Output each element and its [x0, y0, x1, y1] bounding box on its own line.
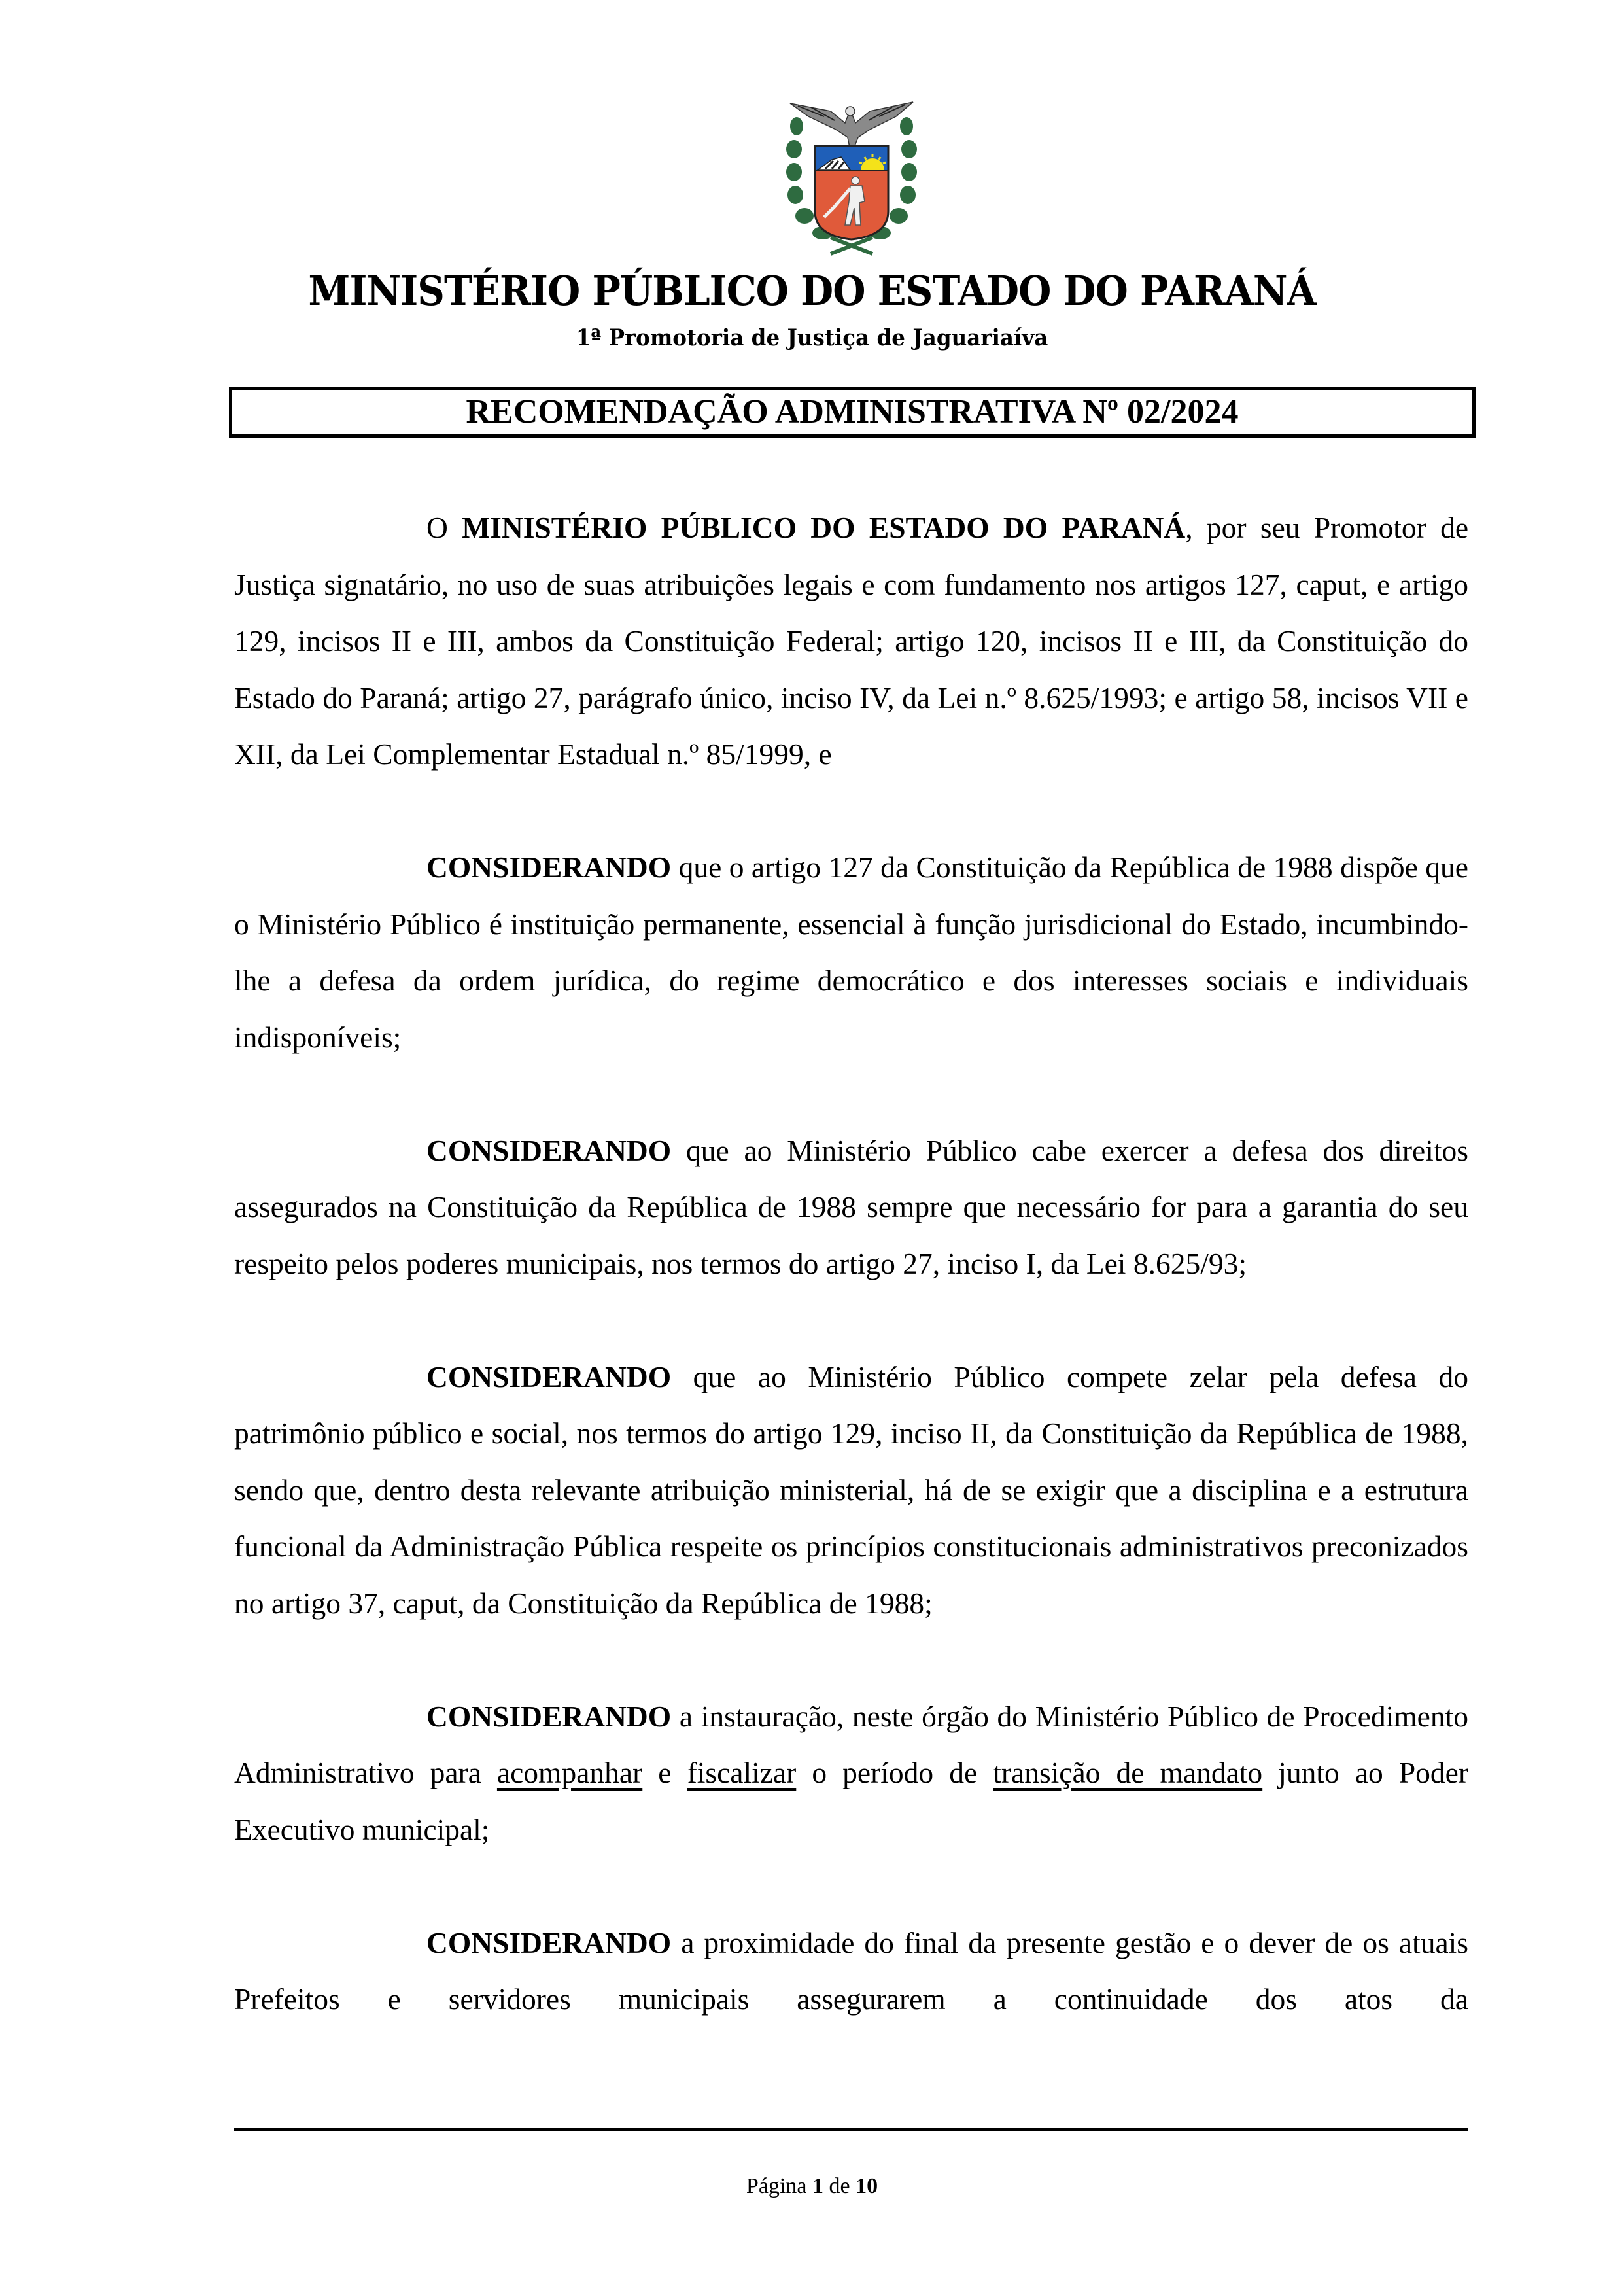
- considerando-paragraph: [234, 839, 1468, 1066]
- eagle-icon: [790, 102, 913, 150]
- page-number: [0, 2173, 1624, 2199]
- preamble-institution: MINISTÉRIO PÚBLICO DO ESTADO DO PARANÁ: [462, 511, 1186, 544]
- considerando-label: CONSIDERANDO: [426, 1133, 672, 1167]
- considerando-text: o período de: [796, 1756, 993, 1789]
- considerando-text: junto ao Poder Executivo municipal;: [234, 1756, 1468, 1846]
- document-title: RECOMENDAÇÃO ADMINISTRATIVA Nº 02/2024: [466, 393, 1239, 430]
- considerando-text: que ao Ministério Público cabe exercer a defesa dos direitos assegurados na Constituição da República de 1988 sempre que necessário for para a garantia do seu respeito pelos poderes municipais, nos termos do artigo 27, inciso I, da Lei 8.625/93;: [234, 1133, 1468, 1280]
- considerando-paragraph: [234, 1123, 1468, 1293]
- considerando-label: CONSIDERANDO: [426, 1699, 672, 1733]
- document-body: [234, 500, 1468, 2028]
- preamble-lead: O: [426, 511, 462, 544]
- underlined-term: transição de mandato: [993, 1756, 1263, 1789]
- parana-coat-of-arms-icon: [785, 97, 918, 257]
- considerando-paragraph: [234, 1915, 1468, 2028]
- page-current: 1: [812, 2174, 823, 2198]
- considerando-text: a instauração, neste órgão do Ministério Público de Procedimento Administrativo para: [234, 1699, 1468, 1789]
- considerando-label: CONSIDERANDO: [426, 1925, 672, 1959]
- considerando-text: e: [642, 1756, 687, 1789]
- preamble-text: , por seu Promotor de Justiça signatário, no uso de suas atribuições legais e com fundamento nos artigos 127, caput, e artigo 129, incisos II e III, ambos da Constituição Federal; artigo 120, incisos II e III, da Constituição do Estado do Paraná; artigo 27, parágrafo único, inciso IV, da Lei n.º 8.625/1993; e artigo 58, incisos VII e XII, da Lei Complementar Estadual n.º 85/1999, e: [234, 511, 1469, 771]
- page-separator: de: [823, 2174, 856, 2198]
- shield-icon: [815, 146, 888, 239]
- preamble-paragraph: [234, 500, 1468, 783]
- considerando-paragraph: [234, 1689, 1468, 1859]
- considerando-label: CONSIDERANDO: [426, 850, 672, 884]
- considerando-paragraph: [234, 1349, 1468, 1632]
- considerando-text: que ao Ministério Público compete zelar pela defesa do patrimônio público e social, nos termos do artigo 129, inciso II, da Constituição da República de 1988, sendo que, dentro desta relevante atribuição ministerial, há de se exigir que a disciplina e a estrutura funcional da Administração Pública respeite os princípios constitucionais administrativos preconizados no artigo 37, caput, da Constituição da República de 1988;: [234, 1359, 1468, 1620]
- considerando-text: que o artigo 127 da Constituição da República de 1988 dispõe que o Ministério Público é instituição permanente, essencial à função jurisdicional do Estado, incumbindo-lhe a defesa da ordem jurídica, do regime democrático e dos interesses sociais e individuais indisponíveis;: [234, 850, 1468, 1054]
- organization-title: MINISTÉRIO PÚBLICO DO ESTADO DO PARANÁ: [308, 267, 1316, 315]
- underlined-term: fiscalizar: [687, 1756, 797, 1789]
- organization-subtitle: 1ª Promotoria de Justiça de Jaguariaíva: [576, 324, 1048, 351]
- footer-divider: [234, 2128, 1468, 2131]
- underlined-term: acompanhar: [496, 1756, 643, 1789]
- considerando-text: a proximidade do final da presente gestão e o dever de os atuais Prefeitos e servidores municipais assegurarem a continuidade dos atos da: [234, 1925, 1468, 2016]
- page-total: 10: [855, 2174, 878, 2198]
- document-title-box: [229, 387, 1476, 438]
- considerando-label: CONSIDERANDO: [426, 1359, 672, 1393]
- page-prefix: Página: [746, 2174, 812, 2198]
